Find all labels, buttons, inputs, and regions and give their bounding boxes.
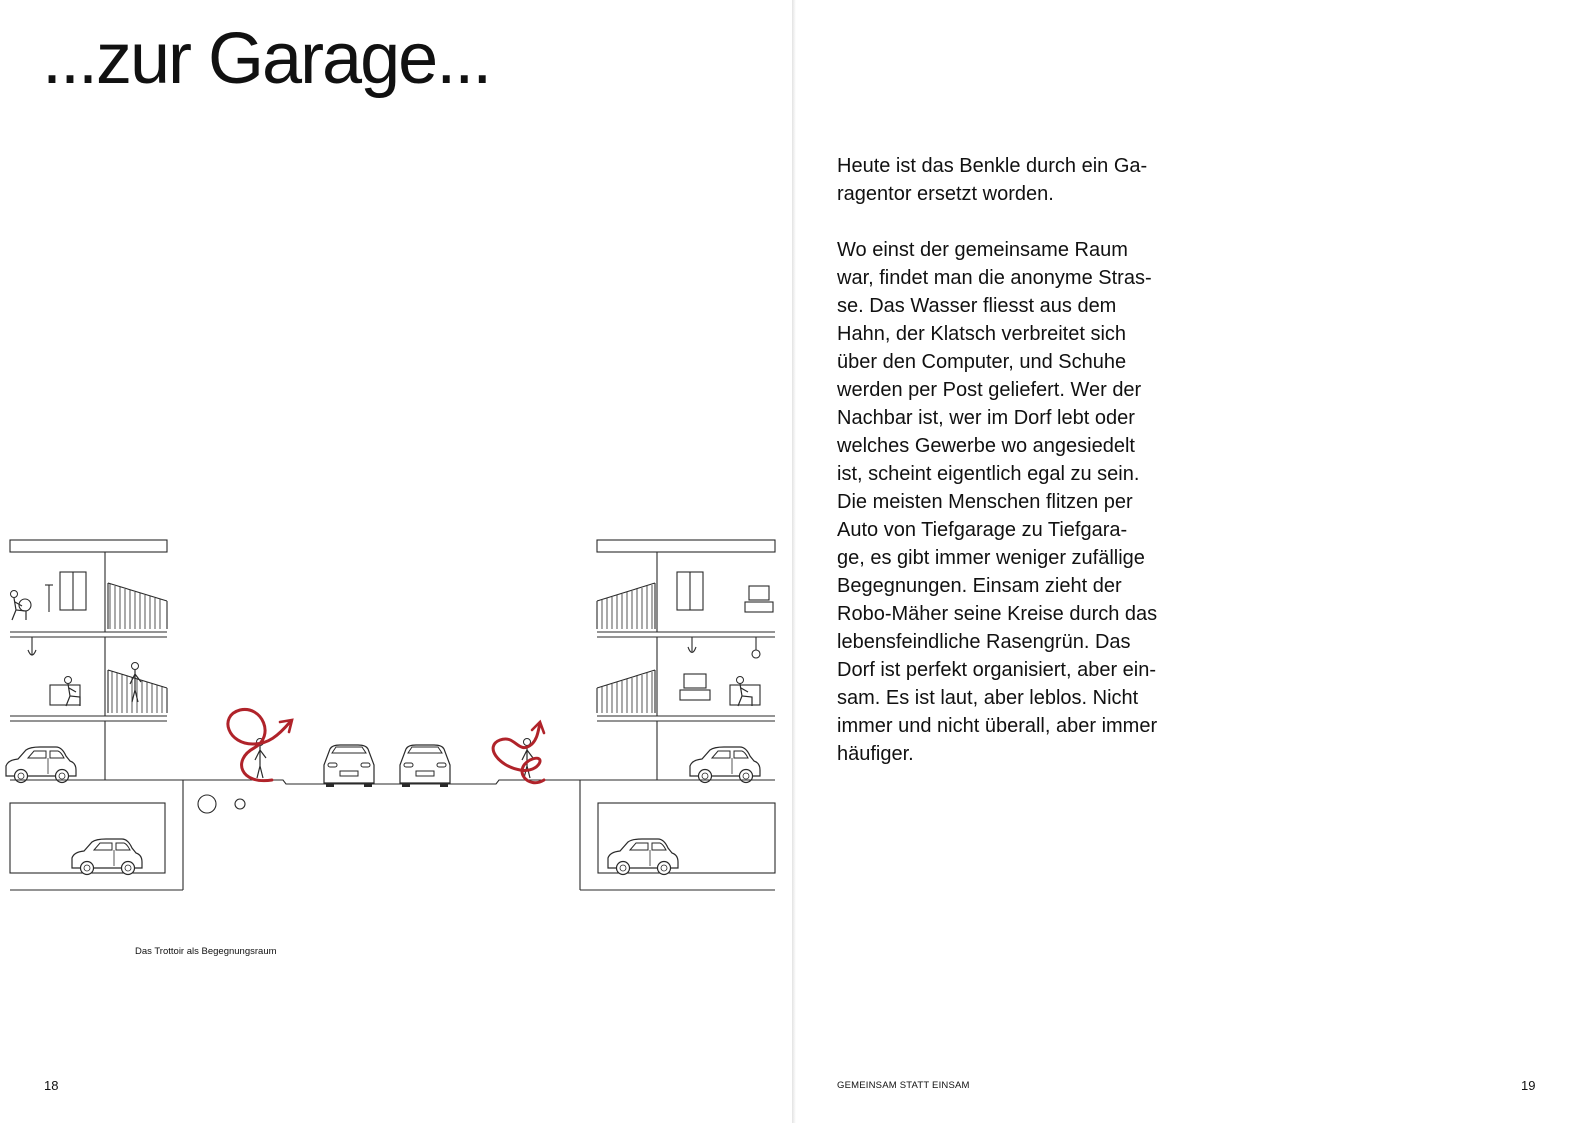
right-building <box>597 540 775 780</box>
left-page <box>0 0 792 1123</box>
text-line: lebensfeindliche Rasengrün. Das <box>837 631 1131 653</box>
text-line: war, findet man die anonyme Stras- <box>837 267 1152 289</box>
text-line: welches Gewerbe wo angesiedelt <box>837 435 1135 457</box>
text-line: Begegnungen. Einsam zieht der <box>837 575 1122 597</box>
figure-caption: Das Trottoir als Begegnungsraum <box>135 946 277 957</box>
street-section-drawing <box>0 530 792 900</box>
left-building <box>10 540 167 780</box>
right-page <box>796 0 1587 1123</box>
page-title: ...zur Garage... <box>42 19 491 99</box>
paragraph-2 <box>837 236 1197 768</box>
page-number-left: 18 <box>44 1078 59 1093</box>
text-line: ragentor ersetzt worden. <box>837 183 1054 205</box>
text-line: Robo-Mäher seine Kreise durch das <box>837 603 1158 625</box>
encounter-path-right <box>493 722 544 783</box>
page-number-right: 19 <box>1521 1078 1536 1093</box>
text-line: ge, es gibt immer weniger zufällige <box>837 547 1145 569</box>
text-line: über den Computer, und Schuhe <box>837 351 1127 373</box>
text-line: häufiger. <box>837 743 914 765</box>
text-line: Wo einst der gemeinsame Raum <box>837 239 1128 261</box>
text-line: Heute ist das Benkle durch ein Ga- <box>837 155 1148 177</box>
text-line: werden per Post geliefert. Wer der <box>837 379 1142 401</box>
right-basement <box>580 780 775 890</box>
text-line: Die meisten Menschen flitzen per <box>837 491 1133 513</box>
running-title: GEMEINSAM STATT EINSAM <box>837 1080 970 1091</box>
text-line: ist, scheint eigentlich egal zu sein. <box>837 463 1140 485</box>
text-line: se. Das Wasser fliesst aus dem <box>837 295 1117 317</box>
body-text <box>837 152 1197 796</box>
text-line: immer und nicht überall, aber immer <box>837 715 1158 737</box>
text-line: Nachbar ist, wer im Dorf lebt oder <box>837 407 1135 429</box>
paragraph-1 <box>837 152 1197 208</box>
text-line: sam. Es ist laut, aber leblos. Nicht <box>837 687 1139 709</box>
text-line: Hahn, der Klatsch verbreitet sich <box>837 323 1127 345</box>
text-line: Dorf ist perfekt organisiert, aber ein- <box>837 659 1157 681</box>
text-line: Auto von Tiefgarage zu Tiefgara- <box>837 519 1128 541</box>
encounter-path-left <box>228 709 292 780</box>
